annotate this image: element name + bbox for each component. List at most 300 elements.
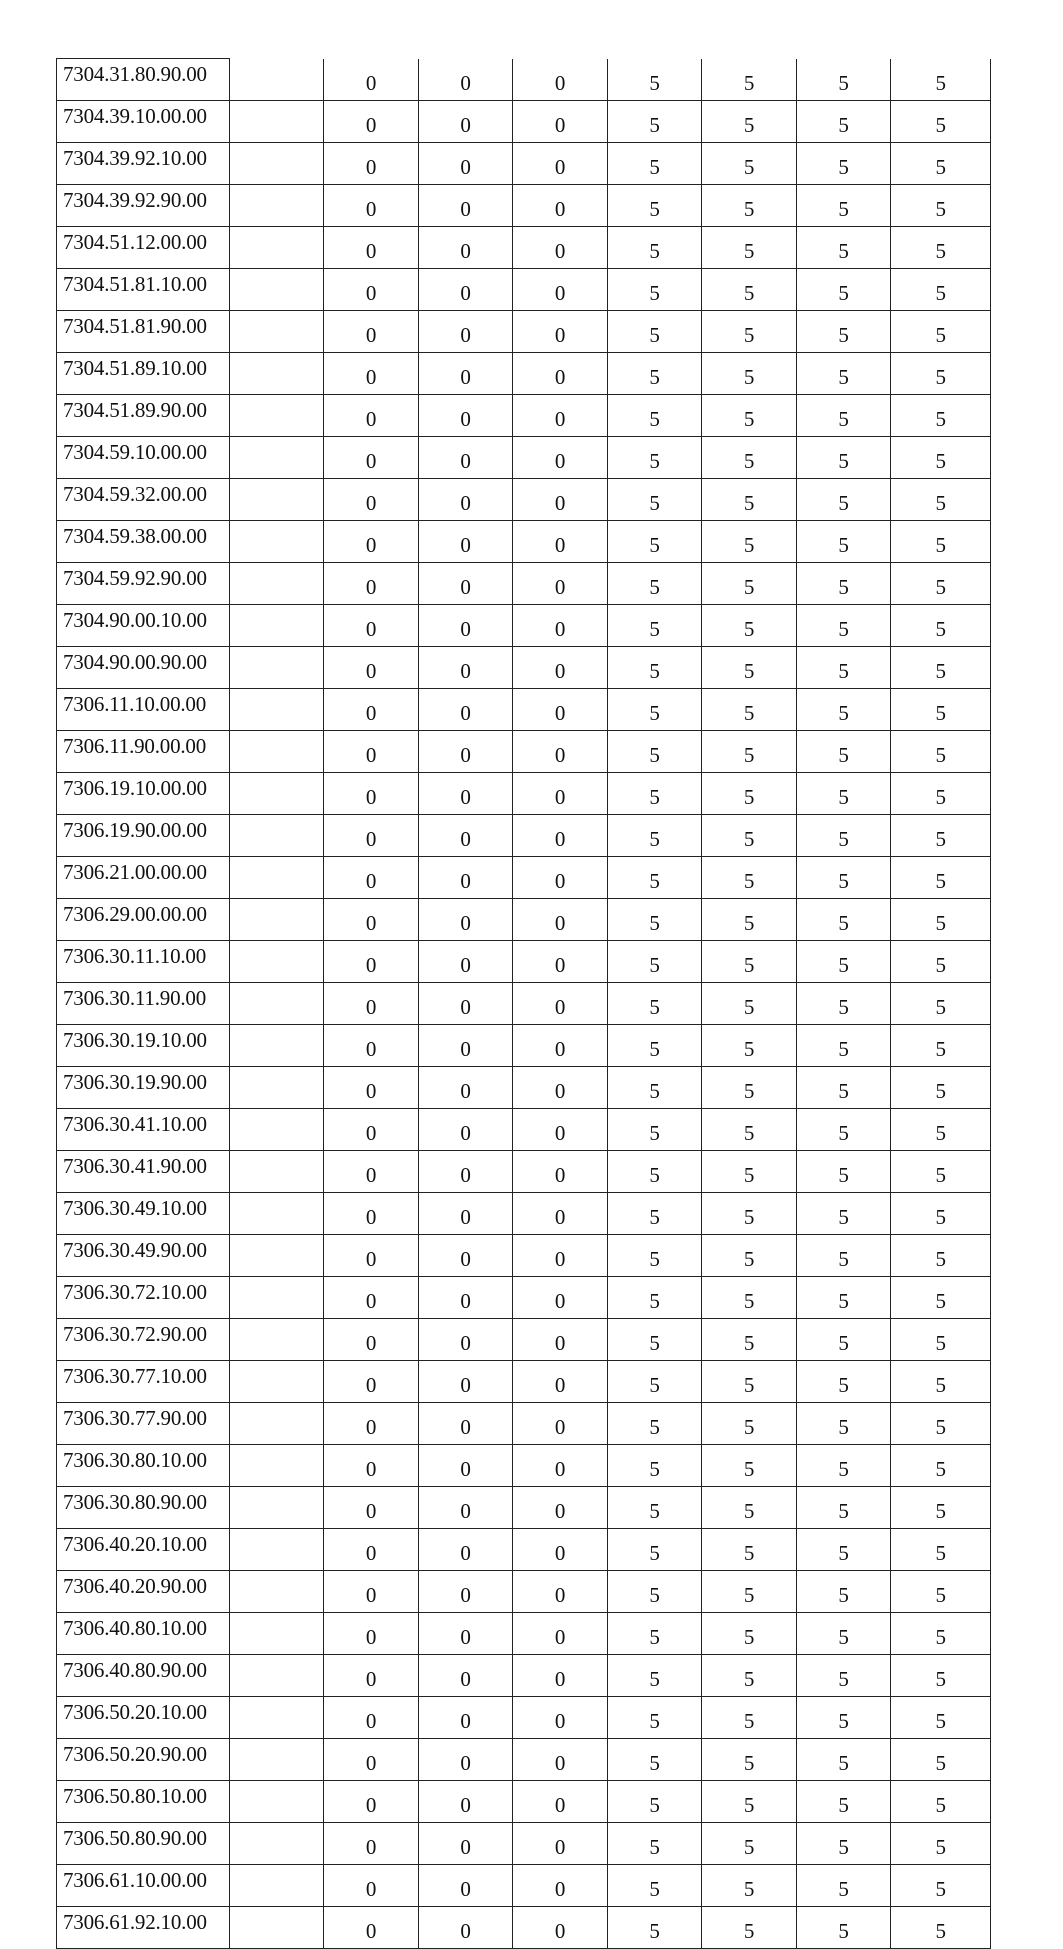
rate-cell: 5 <box>702 1402 797 1444</box>
rate-cell: 5 <box>607 1486 702 1528</box>
table-row <box>57 1738 991 1780</box>
rate-cell: 0 <box>513 730 608 772</box>
rate-cell: 0 <box>324 226 419 268</box>
tariff-code-cell: 7304.31.80.90.00 <box>57 59 230 101</box>
rate-cell <box>229 1150 324 1192</box>
rate-cell: 0 <box>513 352 608 394</box>
rate-cell: 5 <box>891 352 991 394</box>
rate-cell: 5 <box>891 772 991 814</box>
rate-cell: 0 <box>513 520 608 562</box>
rate-cell: 5 <box>607 1738 702 1780</box>
table-row <box>57 1570 991 1612</box>
rate-cell: 5 <box>891 1738 991 1780</box>
tariff-code-cell: 7306.30.11.10.00 <box>57 940 230 982</box>
rate-cell: 0 <box>324 1402 419 1444</box>
rate-cell: 0 <box>513 100 608 142</box>
tariff-code-cell: 7306.50.80.10.00 <box>57 1780 230 1822</box>
rate-cell: 5 <box>702 520 797 562</box>
table-row <box>57 310 991 352</box>
table-row <box>57 1780 991 1822</box>
rate-cell: 5 <box>891 646 991 688</box>
rate-cell: 0 <box>418 268 513 310</box>
rate-cell <box>229 688 324 730</box>
rate-cell: 5 <box>891 226 991 268</box>
rate-cell: 5 <box>891 898 991 940</box>
rate-cell: 0 <box>513 1108 608 1150</box>
rate-cell <box>229 436 324 478</box>
rate-cell: 5 <box>607 520 702 562</box>
rate-cell: 5 <box>891 1780 991 1822</box>
rate-cell: 5 <box>891 478 991 520</box>
rate-cell <box>229 1528 324 1570</box>
table-row <box>57 436 991 478</box>
rate-cell: 5 <box>796 1318 891 1360</box>
rate-cell: 0 <box>513 1570 608 1612</box>
rate-cell: 0 <box>324 688 419 730</box>
table-row <box>57 1612 991 1654</box>
tariff-code-cell: 7306.30.19.10.00 <box>57 1024 230 1066</box>
tariff-code-cell: 7306.50.20.90.00 <box>57 1738 230 1780</box>
rate-cell: 0 <box>513 1864 608 1906</box>
table-row <box>57 1528 991 1570</box>
tariff-code-cell: 7304.51.89.10.00 <box>57 352 230 394</box>
table-row <box>57 1822 991 1864</box>
rate-cell: 0 <box>324 1192 419 1234</box>
tariff-code-cell: 7306.40.80.10.00 <box>57 1612 230 1654</box>
rate-cell <box>229 1486 324 1528</box>
tariff-code-cell: 7306.21.00.00.00 <box>57 856 230 898</box>
rate-cell: 0 <box>324 1066 419 1108</box>
rate-cell: 5 <box>891 940 991 982</box>
rate-cell: 5 <box>796 436 891 478</box>
rate-cell: 5 <box>607 688 702 730</box>
rate-cell: 5 <box>607 100 702 142</box>
rate-cell: 0 <box>418 1570 513 1612</box>
rate-cell <box>229 1906 324 1948</box>
table-row <box>57 226 991 268</box>
rate-cell: 5 <box>891 1318 991 1360</box>
tariff-code-cell: 7306.40.80.90.00 <box>57 1654 230 1696</box>
rate-cell: 5 <box>702 1444 797 1486</box>
rate-cell: 5 <box>891 1024 991 1066</box>
rate-cell: 0 <box>418 352 513 394</box>
rate-cell: 0 <box>513 394 608 436</box>
rate-cell: 0 <box>418 1780 513 1822</box>
rate-cell: 0 <box>418 184 513 226</box>
rate-cell: 0 <box>324 646 419 688</box>
rate-cell: 0 <box>513 436 608 478</box>
table-row <box>57 1234 991 1276</box>
rate-cell: 5 <box>891 604 991 646</box>
rate-cell: 5 <box>891 856 991 898</box>
rate-cell: 0 <box>418 856 513 898</box>
rate-cell: 5 <box>607 772 702 814</box>
rate-cell: 5 <box>607 268 702 310</box>
rate-cell: 5 <box>607 478 702 520</box>
tariff-code-cell: 7304.51.89.90.00 <box>57 394 230 436</box>
rate-cell: 5 <box>607 1360 702 1402</box>
rate-cell <box>229 1822 324 1864</box>
table-row <box>57 1066 991 1108</box>
rate-cell <box>229 814 324 856</box>
rate-cell: 5 <box>796 1738 891 1780</box>
rate-cell: 0 <box>513 562 608 604</box>
tariff-code-cell: 7304.39.92.90.00 <box>57 184 230 226</box>
rate-cell: 5 <box>607 898 702 940</box>
rate-cell: 0 <box>324 1528 419 1570</box>
rate-cell: 0 <box>418 1906 513 1948</box>
rate-cell <box>229 940 324 982</box>
rate-cell <box>229 394 324 436</box>
rate-cell <box>229 184 324 226</box>
tariff-code-cell: 7304.90.00.90.00 <box>57 646 230 688</box>
rate-cell: 5 <box>796 1234 891 1276</box>
rate-cell: 5 <box>796 59 891 101</box>
rate-cell: 5 <box>891 1108 991 1150</box>
rate-cell: 5 <box>891 184 991 226</box>
rate-cell: 0 <box>324 520 419 562</box>
rate-cell: 0 <box>324 1864 419 1906</box>
rate-cell: 5 <box>891 730 991 772</box>
rate-cell: 5 <box>702 478 797 520</box>
rate-cell: 5 <box>796 1864 891 1906</box>
rate-cell: 0 <box>324 940 419 982</box>
rate-cell: 5 <box>891 310 991 352</box>
rate-cell: 5 <box>607 856 702 898</box>
rate-cell: 5 <box>702 1696 797 1738</box>
rate-cell: 0 <box>324 730 419 772</box>
rate-cell <box>229 1696 324 1738</box>
rate-cell: 0 <box>513 1654 608 1696</box>
rate-cell: 0 <box>324 1108 419 1150</box>
rate-cell: 0 <box>324 394 419 436</box>
rate-cell: 0 <box>513 184 608 226</box>
rate-cell: 5 <box>796 268 891 310</box>
rate-cell: 5 <box>796 100 891 142</box>
tariff-code-cell: 7304.59.32.00.00 <box>57 478 230 520</box>
rate-cell: 5 <box>796 646 891 688</box>
rate-cell: 5 <box>796 940 891 982</box>
rate-cell: 5 <box>702 814 797 856</box>
rate-cell: 0 <box>324 436 419 478</box>
rate-cell: 5 <box>607 142 702 184</box>
rate-cell: 5 <box>702 1612 797 1654</box>
rate-cell: 5 <box>891 1276 991 1318</box>
rate-cell: 5 <box>796 1654 891 1696</box>
rate-cell: 0 <box>513 478 608 520</box>
rate-cell: 0 <box>418 646 513 688</box>
rate-cell: 5 <box>796 562 891 604</box>
rate-cell: 0 <box>324 562 419 604</box>
table-row <box>57 1696 991 1738</box>
rate-cell: 5 <box>607 1024 702 1066</box>
rate-cell: 5 <box>702 898 797 940</box>
rate-cell: 0 <box>513 1360 608 1402</box>
rate-cell: 5 <box>796 1192 891 1234</box>
tariff-code-cell: 7306.30.41.90.00 <box>57 1150 230 1192</box>
rate-cell: 5 <box>796 394 891 436</box>
rate-cell <box>229 59 324 101</box>
tariff-code-cell: 7306.30.11.90.00 <box>57 982 230 1024</box>
rate-cell: 0 <box>418 100 513 142</box>
rate-cell: 5 <box>607 1276 702 1318</box>
rate-cell: 0 <box>324 1234 419 1276</box>
table-row <box>57 142 991 184</box>
rate-cell: 5 <box>607 1192 702 1234</box>
tariff-code-cell: 7306.50.20.10.00 <box>57 1696 230 1738</box>
rate-cell: 5 <box>891 1528 991 1570</box>
rate-cell: 0 <box>324 1318 419 1360</box>
rate-cell: 0 <box>418 1234 513 1276</box>
rate-cell: 0 <box>513 1150 608 1192</box>
rate-cell: 5 <box>607 1570 702 1612</box>
rate-cell: 5 <box>702 1780 797 1822</box>
rate-cell: 5 <box>607 1402 702 1444</box>
rate-cell <box>229 1360 324 1402</box>
rate-cell: 0 <box>418 982 513 1024</box>
rate-cell: 5 <box>702 604 797 646</box>
rate-cell: 5 <box>607 1822 702 1864</box>
tariff-code-cell: 7306.30.19.90.00 <box>57 1066 230 1108</box>
rate-cell: 5 <box>796 1486 891 1528</box>
rate-cell: 0 <box>324 1738 419 1780</box>
rate-cell: 0 <box>324 1276 419 1318</box>
rate-cell: 5 <box>607 436 702 478</box>
tariff-code-cell: 7306.30.80.10.00 <box>57 1444 230 1486</box>
rate-cell: 0 <box>513 1024 608 1066</box>
rate-cell: 0 <box>513 982 608 1024</box>
rate-cell: 5 <box>702 1192 797 1234</box>
rate-cell: 5 <box>607 1654 702 1696</box>
rate-cell: 0 <box>513 310 608 352</box>
rate-cell: 5 <box>891 1486 991 1528</box>
rate-cell: 0 <box>418 1528 513 1570</box>
rate-cell: 0 <box>324 772 419 814</box>
table-row <box>57 1444 991 1486</box>
tariff-code-cell: 7306.19.90.00.00 <box>57 814 230 856</box>
rate-cell: 5 <box>607 730 702 772</box>
rate-cell: 0 <box>418 1360 513 1402</box>
rate-cell: 0 <box>418 772 513 814</box>
rate-cell: 5 <box>891 100 991 142</box>
rate-cell: 0 <box>418 1024 513 1066</box>
rate-cell <box>229 1444 324 1486</box>
rate-cell: 5 <box>607 1612 702 1654</box>
rate-cell <box>229 1738 324 1780</box>
tariff-code-cell: 7306.40.20.10.00 <box>57 1528 230 1570</box>
tariff-code-cell: 7304.51.81.10.00 <box>57 268 230 310</box>
rate-cell: 5 <box>796 1402 891 1444</box>
rate-cell <box>229 1234 324 1276</box>
rate-cell: 5 <box>702 310 797 352</box>
rate-cell: 5 <box>702 1906 797 1948</box>
rate-cell: 5 <box>891 1444 991 1486</box>
rate-cell: 0 <box>324 352 419 394</box>
rate-cell: 0 <box>324 1906 419 1948</box>
table-row <box>57 1192 991 1234</box>
rate-cell: 5 <box>891 1696 991 1738</box>
rate-cell: 5 <box>796 1696 891 1738</box>
rate-cell: 5 <box>607 646 702 688</box>
rate-cell: 5 <box>891 1864 991 1906</box>
rate-cell <box>229 1402 324 1444</box>
rate-cell: 0 <box>324 1822 419 1864</box>
rate-cell: 5 <box>891 562 991 604</box>
rate-cell: 0 <box>513 1486 608 1528</box>
table-row <box>57 1864 991 1906</box>
rate-cell: 0 <box>513 1780 608 1822</box>
rate-cell: 0 <box>513 898 608 940</box>
rate-cell <box>229 1864 324 1906</box>
rate-cell <box>229 1276 324 1318</box>
table-row <box>57 940 991 982</box>
table-row <box>57 856 991 898</box>
table-row <box>57 1486 991 1528</box>
rate-cell <box>229 1780 324 1822</box>
rate-cell: 5 <box>607 940 702 982</box>
rate-cell: 0 <box>418 478 513 520</box>
rate-cell: 5 <box>891 1402 991 1444</box>
rate-cell: 0 <box>324 1150 419 1192</box>
tariff-code-cell: 7306.30.77.90.00 <box>57 1402 230 1444</box>
tariff-code-cell: 7306.61.10.00.00 <box>57 1864 230 1906</box>
rate-cell: 5 <box>702 1276 797 1318</box>
table-row <box>57 59 991 101</box>
tariff-code-cell: 7306.30.80.90.00 <box>57 1486 230 1528</box>
rate-cell: 5 <box>702 1570 797 1612</box>
rate-cell <box>229 982 324 1024</box>
rate-cell: 0 <box>324 1654 419 1696</box>
rate-cell: 0 <box>418 604 513 646</box>
rate-cell: 0 <box>324 184 419 226</box>
table-row <box>57 478 991 520</box>
rate-cell: 0 <box>418 1108 513 1150</box>
rate-cell: 5 <box>891 688 991 730</box>
rate-cell: 0 <box>513 1276 608 1318</box>
rate-cell: 5 <box>702 394 797 436</box>
rate-cell <box>229 1024 324 1066</box>
rate-cell: 5 <box>796 1822 891 1864</box>
rate-cell: 0 <box>513 1234 608 1276</box>
tariff-code-cell: 7304.39.10.00.00 <box>57 100 230 142</box>
rate-cell: 0 <box>324 604 419 646</box>
rate-cell: 0 <box>418 1612 513 1654</box>
tariff-code-cell: 7304.90.00.10.00 <box>57 604 230 646</box>
rate-cell: 0 <box>324 1024 419 1066</box>
rate-cell: 5 <box>702 1066 797 1108</box>
rate-cell: 0 <box>418 436 513 478</box>
rate-cell: 0 <box>513 1066 608 1108</box>
rate-cell: 0 <box>513 226 608 268</box>
rate-cell: 0 <box>418 562 513 604</box>
table-row <box>57 814 991 856</box>
rate-cell: 0 <box>418 1150 513 1192</box>
table-row <box>57 1906 991 1948</box>
rate-cell: 0 <box>418 940 513 982</box>
rate-cell: 5 <box>891 394 991 436</box>
rate-cell: 5 <box>702 1528 797 1570</box>
rate-cell: 0 <box>418 59 513 101</box>
rate-cell: 0 <box>513 1444 608 1486</box>
rate-cell: 5 <box>891 1822 991 1864</box>
tariff-code-cell: 7306.30.49.10.00 <box>57 1192 230 1234</box>
rate-cell: 5 <box>891 814 991 856</box>
rate-cell: 5 <box>891 142 991 184</box>
tariff-code-cell: 7306.40.20.90.00 <box>57 1570 230 1612</box>
rate-cell: 5 <box>796 1108 891 1150</box>
rate-cell: 5 <box>891 1192 991 1234</box>
rate-cell: 0 <box>418 142 513 184</box>
tariff-code-cell: 7304.59.10.00.00 <box>57 436 230 478</box>
rate-cell: 5 <box>607 394 702 436</box>
rate-cell: 5 <box>702 856 797 898</box>
rate-cell: 5 <box>891 1906 991 1948</box>
tariff-code-cell: 7304.59.38.00.00 <box>57 520 230 562</box>
rate-cell: 0 <box>324 1570 419 1612</box>
rate-cell: 5 <box>796 856 891 898</box>
table-row <box>57 772 991 814</box>
table-body <box>57 59 991 1949</box>
rate-cell: 0 <box>324 856 419 898</box>
rate-cell: 5 <box>891 982 991 1024</box>
tariff-code-cell: 7306.29.00.00.00 <box>57 898 230 940</box>
rate-cell: 5 <box>607 1066 702 1108</box>
rate-cell: 5 <box>702 688 797 730</box>
rate-cell: 0 <box>418 898 513 940</box>
rate-cell: 0 <box>418 520 513 562</box>
rate-cell: 0 <box>513 1738 608 1780</box>
tariff-code-cell: 7304.39.92.10.00 <box>57 142 230 184</box>
rate-cell: 0 <box>513 1906 608 1948</box>
rate-cell <box>229 310 324 352</box>
rate-cell: 5 <box>702 1234 797 1276</box>
rate-cell: 0 <box>418 226 513 268</box>
rate-cell: 5 <box>891 1234 991 1276</box>
table-row <box>57 730 991 772</box>
rate-cell: 5 <box>607 352 702 394</box>
tariff-code-cell: 7306.30.72.10.00 <box>57 1276 230 1318</box>
rate-cell: 5 <box>607 1444 702 1486</box>
rate-cell: 0 <box>513 1822 608 1864</box>
rate-cell: 0 <box>513 1318 608 1360</box>
rate-cell: 5 <box>796 604 891 646</box>
rate-cell: 5 <box>702 184 797 226</box>
table-row <box>57 646 991 688</box>
rate-cell: 5 <box>702 142 797 184</box>
rate-cell: 0 <box>324 478 419 520</box>
rate-cell: 5 <box>607 1696 702 1738</box>
rate-cell <box>229 1318 324 1360</box>
rate-cell: 5 <box>702 268 797 310</box>
rate-cell: 5 <box>702 646 797 688</box>
rate-cell: 0 <box>324 1486 419 1528</box>
rate-cell: 0 <box>324 898 419 940</box>
rate-cell: 5 <box>607 1318 702 1360</box>
rate-cell <box>229 898 324 940</box>
tariff-code-cell: 7304.51.81.90.00 <box>57 310 230 352</box>
rate-cell <box>229 772 324 814</box>
rate-cell: 0 <box>418 394 513 436</box>
rate-cell: 5 <box>796 1528 891 1570</box>
rate-cell: 5 <box>796 898 891 940</box>
rate-cell: 0 <box>324 1780 419 1822</box>
table-row <box>57 100 991 142</box>
rate-cell: 0 <box>324 814 419 856</box>
rate-cell: 0 <box>324 268 419 310</box>
rate-cell: 5 <box>891 1654 991 1696</box>
rate-cell: 5 <box>702 1738 797 1780</box>
rate-cell: 0 <box>513 1192 608 1234</box>
